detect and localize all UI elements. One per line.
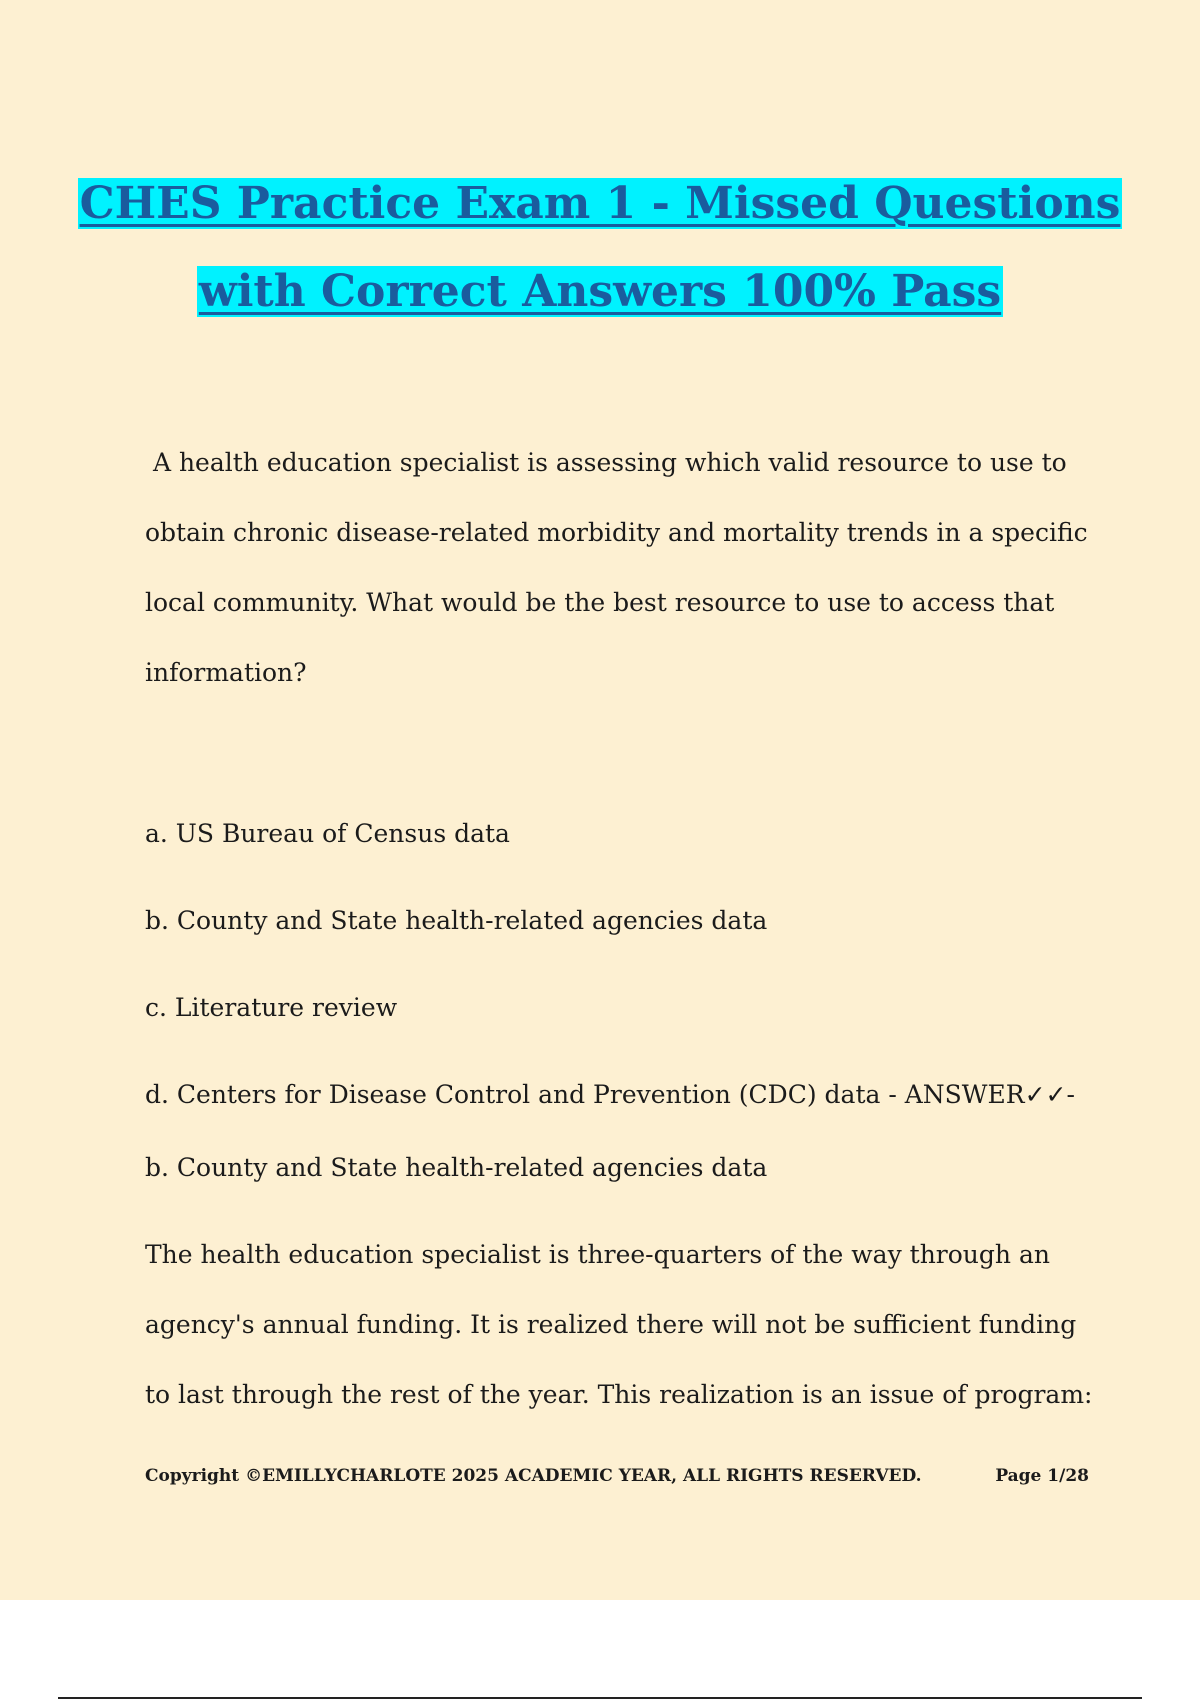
footer-page-number: Page 1/28 <box>995 1466 1089 1486</box>
answer-options-list <box>145 810 1085 1158</box>
option-d: d. Centers for Disease Control and Prevention (CDC) data - ANSWER✓✓- <box>145 1080 1075 1109</box>
question-1-line: A health education specialist is assessing which valid resource to use to <box>145 448 1067 477</box>
title-line-2: with Correct Answers 100% Pass <box>198 266 1002 317</box>
question-1-line: information? <box>145 658 307 687</box>
bottom-divider <box>58 1697 1142 1699</box>
question-1-text <box>145 428 1088 708</box>
correct-answer: b. County and State health-related agencies data <box>145 1153 768 1182</box>
option-a: a. US Bureau of Census data <box>145 819 510 848</box>
question-1-line: local community. What would be the best resource to use to access that <box>145 588 1055 617</box>
question-2-line: agency's annual funding. It is realized there will not be sufficient funding <box>145 1310 1077 1339</box>
question-2-text <box>145 1220 1093 1430</box>
footer-copyright: Copyright ©EMILLYCHARLOTE 2025 ACADEMIC YEAR, ALL RIGHTS RESERVED. <box>145 1466 922 1486</box>
option-b: b. County and State health-related agencies data <box>145 906 768 935</box>
page-footer <box>145 1466 1089 1486</box>
question-2-line: The health education specialist is three-quarters of the way through an <box>145 1240 1050 1269</box>
question-1-line: obtain chronic disease-related morbidity and mortality trends in a specific <box>145 518 1088 547</box>
option-c: c. Literature review <box>145 993 398 1022</box>
question-2-line: to last through the rest of the year. This realization is an issue of program: <box>145 1380 1093 1409</box>
title-line-1: CHES Practice Exam 1 - Missed Questions <box>79 178 1121 229</box>
document-title <box>0 160 1200 336</box>
